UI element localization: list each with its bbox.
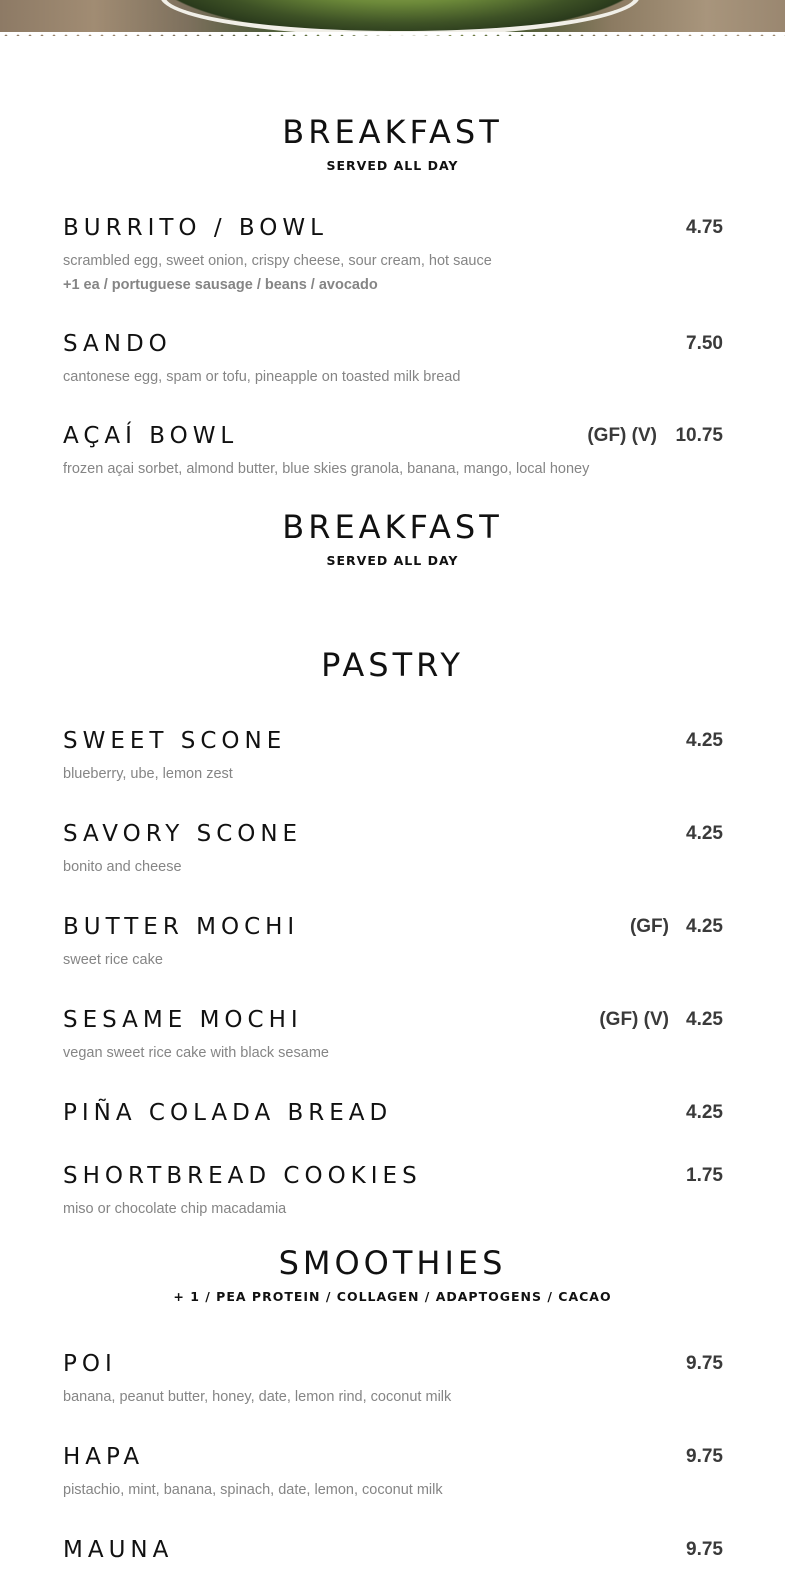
item-description: scrambled egg, sweet onion, crispy cheese, sour cream, hot sauce (63, 253, 492, 269)
item-name: SAVORY SCONE (63, 821, 303, 847)
item-name: BURRITO / BOWL (63, 215, 328, 241)
hero-food-image (0, 0, 785, 38)
item-price: 4.25 (686, 1009, 723, 1030)
section-subtitle-breakfast-repeat: SERVED ALL DAY (326, 553, 459, 568)
menu-item (63, 423, 723, 483)
item-dietary-tags: (GF) (V) (599, 1009, 669, 1030)
item-description: miso or chocolate chip macadamia (63, 1201, 287, 1217)
menu-item (63, 1351, 723, 1411)
section-title-breakfast: BREAKFAST (282, 113, 503, 151)
item-name: AÇAÍ BOWL (63, 423, 239, 449)
item-price: 4.25 (686, 730, 723, 751)
menu-item (63, 914, 723, 974)
item-dietary-tags: (GF) (V) (587, 425, 657, 446)
item-price: 10.75 (675, 425, 723, 446)
item-price: 9.75 (686, 1446, 723, 1467)
menu-item (63, 1537, 723, 1573)
item-name: HAPA (63, 1444, 145, 1470)
menu-item (63, 1444, 723, 1504)
item-dietary-tags: (GF) (629, 916, 669, 937)
item-description: blueberry, ube, lemon zest (63, 766, 233, 782)
item-name: SANDO (63, 331, 172, 357)
item-name: SESAME MOCHI (63, 1007, 303, 1033)
menu-item (63, 1100, 723, 1136)
section-title-smoothies: SMOOTHIES (278, 1244, 507, 1282)
item-name: SHORTBREAD COOKIES (63, 1163, 422, 1189)
item-price: 4.75 (686, 217, 723, 238)
item-description: frozen açai sorbet, almond butter, blue skies granola, banana, mango, local honey (63, 461, 590, 477)
menu-item (63, 1007, 723, 1067)
item-name: BUTTER MOCHI (63, 914, 300, 940)
menu-item (63, 1163, 723, 1223)
menu-item (63, 331, 723, 391)
item-price: 4.25 (686, 916, 723, 937)
section-title-pastry: PASTRY (321, 646, 464, 684)
item-price: 7.50 (686, 333, 723, 354)
item-description: vegan sweet rice cake with black sesame (63, 1045, 329, 1061)
menu-item (63, 821, 723, 881)
menu-item (63, 215, 723, 295)
item-price: 4.25 (686, 823, 723, 844)
item-name: SWEET SCONE (63, 728, 287, 754)
item-description: sweet rice cake (63, 952, 163, 968)
item-price: 9.75 (686, 1539, 723, 1560)
item-addons: +1 ea / portuguese sausage / beans / avocado (63, 277, 378, 293)
zigzag-edge-fill (0, 36, 785, 38)
item-name: PIÑA COLADA BREAD (63, 1100, 393, 1126)
section-subtitle-smoothies: + 1 / PEA PROTEIN / COLLAGEN / ADAPTOGENS / CACAO (173, 1289, 612, 1304)
section-title-breakfast-repeat: BREAKFAST (282, 508, 503, 546)
item-price: 1.75 (686, 1165, 723, 1186)
item-description: banana, peanut butter, honey, date, lemon rind, coconut milk (63, 1389, 452, 1405)
item-description: pistachio, mint, banana, spinach, date, lemon, coconut milk (63, 1482, 443, 1498)
item-name: POI (63, 1351, 117, 1377)
item-price: 9.75 (686, 1353, 723, 1374)
item-price: 4.25 (686, 1102, 723, 1123)
item-description: bonito and cheese (63, 859, 182, 875)
item-description: cantonese egg, spam or tofu, pineapple on toasted milk bread (63, 369, 461, 385)
section-subtitle-breakfast: SERVED ALL DAY (326, 158, 459, 173)
item-name: MAUNA (63, 1537, 174, 1563)
menu-item (63, 728, 723, 788)
